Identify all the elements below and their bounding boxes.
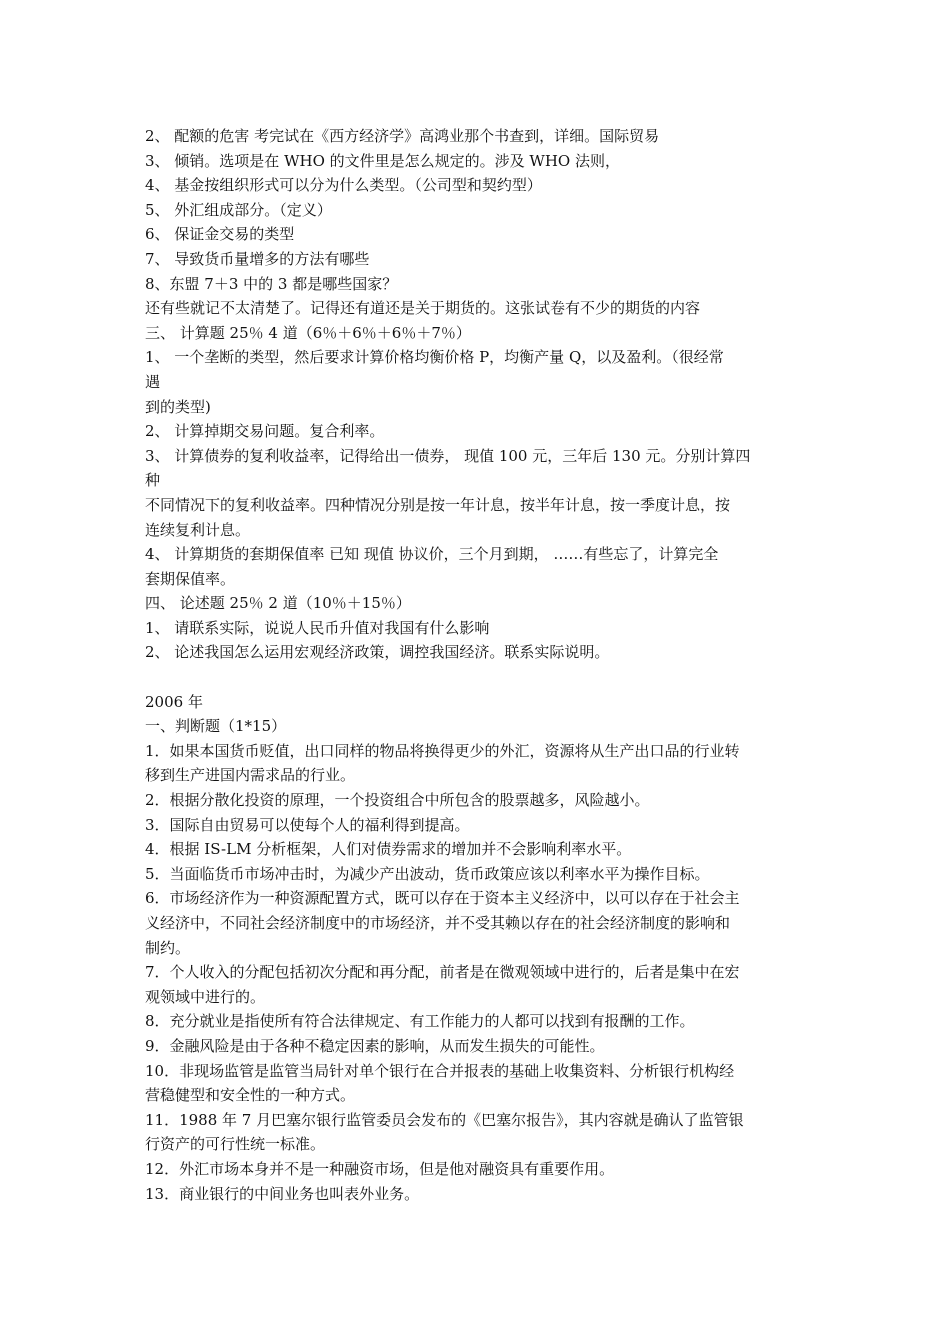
text-line: 6．市场经济作为一种资源配置方式，既可以存在于资本主义经济中，以可以存在于社会主 bbox=[145, 889, 740, 908]
text-line: 四、 论述题 25％ 2 道（10％＋15％） bbox=[145, 594, 411, 613]
text-line: 5、 外汇组成部分。（定义） bbox=[145, 200, 332, 219]
text-line: 遇 bbox=[145, 372, 161, 391]
document-body bbox=[145, 124, 810, 1206]
text-line: 3．国际自由贸易可以使每个人的福利得到提高。 bbox=[145, 815, 470, 834]
text-line: 12．外汇市场本身并不是一种融资市场，但是他对融资具有重要作用。 bbox=[145, 1159, 615, 1178]
blank-line bbox=[145, 665, 810, 690]
text-line: 4、 基金按组织形式可以分为什么类型。（公司型和契约型） bbox=[145, 176, 542, 195]
text-line: 5．当面临货币市场冲击时，为减少产出波动，货币政策应该以利率水平为操作目标。 bbox=[145, 864, 710, 883]
text-line: 2、 配额的危害 考完试在《西方经济学》高鸿业那个书查到，详细。国际贸易 bbox=[145, 127, 660, 145]
text-line: 11．1988 年 7 月巴塞尔银行监管委员会发布的《巴塞尔报告》，其内容就是确认了监管银 bbox=[145, 1110, 744, 1129]
text-line: 2．根据分散化投资的原理，一个投资组合中所包含的股票越多，风险越小。 bbox=[145, 791, 650, 810]
text-line: 9．金融风险是由于各种不稳定因素的影响，从而发生损失的可能性。 bbox=[145, 1036, 605, 1055]
text-line: 移到生产进国内需求品的行业。 bbox=[145, 766, 356, 785]
text-line: 4．根据 IS-LM 分析框架，人们对债券需求的增加并不会影响利率水平。 bbox=[145, 840, 632, 859]
text-line: 行资产的可行性统一标准。 bbox=[145, 1135, 326, 1154]
text-line: 连续复利计息。 bbox=[145, 520, 251, 539]
text-line: 到的类型) bbox=[145, 397, 211, 416]
text-line: 3、 计算债券的复利收益率，记得给出一债券， 现值 100 元，三年后 130 元。分别计算四 bbox=[145, 446, 751, 465]
text-line: 观领域中进行的。 bbox=[145, 987, 266, 1006]
text-line: 1、 一个垄断的类型，然后要求计算价格均衡价格 P，均衡产量 Q，以及盈利。（很经常 bbox=[145, 348, 724, 367]
text-line: 4、 计算期货的套期保值率 已知 现值 协议价，三个月到期， ……有些忘了，计算完全 bbox=[145, 545, 719, 564]
text-line: 三、 计算题 25％ 4 道（6％＋6％＋6％＋7％） bbox=[145, 323, 471, 342]
text-line: 制约。 bbox=[145, 938, 191, 957]
text-line: 2006 年 bbox=[145, 692, 203, 711]
text-line: 营稳健型和安全性的一种方式。 bbox=[145, 1086, 356, 1105]
text-line: 不同情况下的复利收益率。四种情况分别是按一年计息，按半年计息，按一季度计息，按 bbox=[145, 495, 731, 514]
text-line: 7．个人收入的分配包括初次分配和再分配，前者是在微观领域中进行的，后者是集中在宏 bbox=[145, 963, 740, 982]
text-line: 3、 倾销。选项是在 WHO 的文件里是怎么规定的。涉及 WHO 法则， bbox=[145, 151, 620, 170]
text-line: 2、 论述我国怎么运用宏观经济政策，调控我国经济。联系实际说明。 bbox=[145, 643, 610, 662]
text-line: 还有些就记不太清楚了。记得还有道还是关于期货的。这张试卷有不少的期货的内容 bbox=[145, 299, 701, 318]
text-line: 一、判断题（1*15） bbox=[145, 717, 287, 736]
text-line: 7、 导致货币量增多的方法有哪些 bbox=[145, 249, 370, 268]
text-line: 13．商业银行的中间业务也叫表外业务。 bbox=[145, 1184, 420, 1203]
text-line: 2、 计算掉期交易问题。复合利率。 bbox=[145, 422, 385, 441]
text-line: 种 bbox=[145, 471, 161, 490]
text-line: 10．非现场监管是监管当局针对单个银行在合并报表的基础上收集资料、分析银行机构经 bbox=[145, 1061, 735, 1080]
text-line: 8、东盟 7＋3 中的 3 都是哪些国家？ bbox=[145, 274, 398, 293]
text-line: 6、 保证金交易的类型 bbox=[145, 225, 295, 244]
text-line: 8．充分就业是指使所有符合法律规定、有工作能力的人都可以找到有报酬的工作。 bbox=[145, 1012, 695, 1031]
text-line: 套期保值率。 bbox=[145, 569, 236, 588]
text-line: 义经济中，不同社会经济制度中的市场经济，并不受其赖以存在的社会经济制度的影响和 bbox=[145, 914, 731, 932]
text-line: 1．如果本国货币贬值，出口同样的物品将换得更少的外汇，资源将从生产出口品的行业转 bbox=[145, 741, 740, 760]
text-line: 1、 请联系实际，说说人民币升值对我国有什么影响 bbox=[145, 618, 490, 637]
